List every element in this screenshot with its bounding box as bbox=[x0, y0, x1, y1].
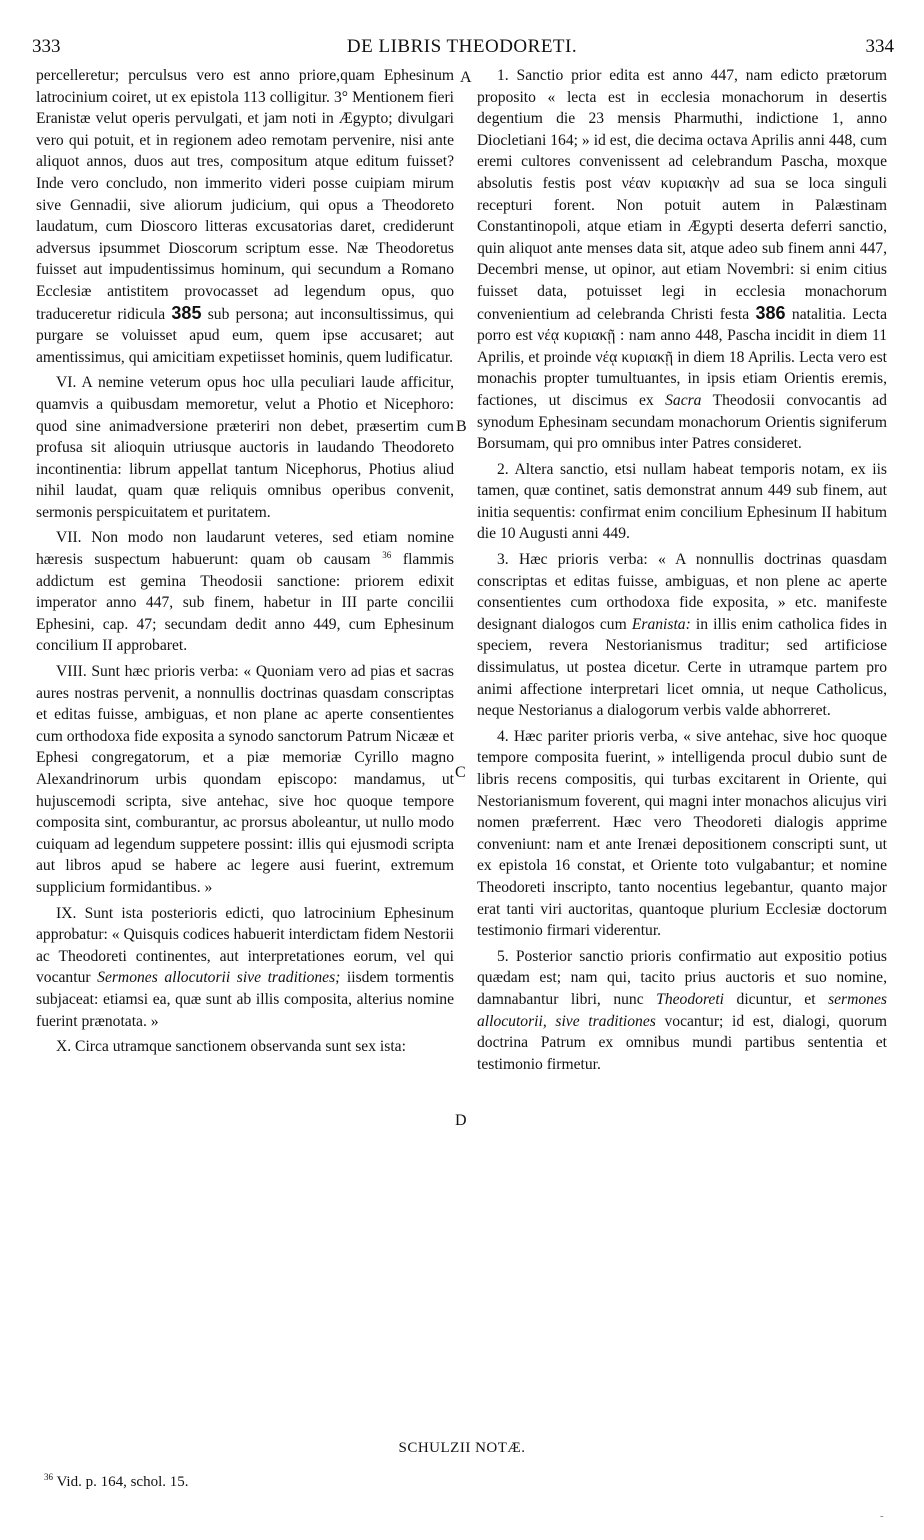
text-segment: ad sua se loca singuli recepturi forent. Non potuit autem in Palæstinam Constantinopoli, atque etiam in Ægypti deserta deferri sanctio, quin aliquot ante menses data sit, atque adeo sub finem anni 447, Decembri mense, ut opinor, aut etiam Novembri: si enim citius fuisset data, potuisset legi in ecclesia monachorum convenientium ad celebranda Christi festa bbox=[477, 174, 887, 323]
left-column bbox=[36, 65, 454, 1062]
footnote-ref-36[interactable]: 36 bbox=[382, 549, 392, 560]
margin-letter-b: B bbox=[456, 418, 467, 435]
right-paragraph-5 bbox=[477, 946, 887, 1076]
right-paragraph-2: 2. Altera sanctio, etsi nullam habeat temporis notam, ex iis tamen, quæ continet, satis demonstrat annum 449 sub finem, aut initia sequentis: confirmat enim concilium Ephesinum II habitum die 10 Augusti anni 449. bbox=[477, 460, 887, 543]
column-number-386: 386 bbox=[755, 302, 786, 323]
left-paragraph-x: X. Circa utramque sanctionem observanda sunt sex ista: bbox=[56, 1038, 406, 1056]
running-title: DE LIBRIS THEODORETI. bbox=[346, 36, 578, 57]
italic-term: Sacra bbox=[665, 391, 702, 409]
page-header bbox=[0, 36, 924, 62]
right-paragraph-1 bbox=[477, 65, 887, 455]
text-segment: in illis enim catholica fides in speciem, revera Nestorianismus traditur; sed artificiose dissimulatus, ut postea dicetur. Certe in utramque partem pro animi affectione interpretari licet omnia, ut neque Catholicus, neque Nestorianus a dialogorum verbis valde abhorreret. bbox=[477, 615, 888, 720]
greek-term: νέαν κυριακὴν bbox=[621, 174, 720, 192]
corner-mark: - bbox=[880, 1510, 884, 1522]
footnote-number: 36 bbox=[44, 1472, 53, 1482]
left-paragraph-1 bbox=[36, 65, 454, 368]
margin-letter-a: A bbox=[460, 69, 472, 86]
margin-letter-c: C bbox=[455, 764, 466, 781]
page-number-left: 333 bbox=[32, 36, 61, 57]
text-segment: percelleretur; perculsus vero est anno priore,quam Ephesinum latrocinium coiret, ut ex epistola 113 colligitur. 3° Mentionem fieri Eranistæ velut operis pervulgati, et jam noti in Ægypto; divulgari vero qui potuit, et in regionem adeo remotam pervenire, nisi ante aliquot annos, duos aut tres, compositum atque editum fuisset? Inde vero concludo, non immerito videri posse cuipiam mirum sive Gennadii, sive aliorum judicium, qui opus a Theodoreto laudatum, cum Dioscoro litteras excusatorias daret, crediderunt adversus ipsummet Dioscorum scriptum esse. Næ Theodoretus fuisset aut impudentissimus hominum, qui secundum a Romano Ecclesiæ antistitem provocasset ad legendum opus, quo traduceretur ridicula bbox=[36, 67, 454, 323]
text-segment: : nam anno 448, Pascha incidit in diem 11 Aprilis, et proinde bbox=[477, 327, 887, 366]
text-segment: flammis addictum est gemina Theodosii sanctione: priorem edixit imperator anno 447, sub finem, habetur in III parte concilii Ephesini, cap. 47; secundam dedit anno 449, cum Ephesinum concilium II approbaret. bbox=[36, 551, 454, 655]
text-segment: vocantur; id est, dialogi, quorum doctrina Patrum ex omnibus mundi partibus sententia et testimonio firmetur. bbox=[477, 1012, 887, 1073]
italic-term: Theodoreti bbox=[656, 990, 725, 1008]
text-segment: dicuntur, et bbox=[736, 990, 816, 1008]
left-paragraph-vi: VI. A nemine veterum opus hoc ulla peculiari laude afficitur, quamvis a quibusdam memoretur, velut a Photio et Nicephoro: quod sine animadversione præteriri non debet, præsertim cum profusa sit alioquin utriusque auctoris in laudando Theodoreto incontinentia: librum appellat tantum Nicephorus, Photius aliud nihil laudat, quam quæ reliquis omnibus operibus convenit, sermonis perspicuitatem et puritatem. bbox=[36, 374, 454, 521]
right-paragraph-4: 4. Hæc pariter prioris verba, « sive antehac, sive hoc quoque tempore composita fuerint, » intelligenda procul dubio sunt de libris recens compositis, qui turbas excitarent in Oriente, qui Nestorianismum foverent, qui magni inter monachos alicujus viri nomen præferrent. Hæc vero Theodoreti dialogis apprime conveniunt: nam et ante Irenæi depositionem conscripti sunt, ut ex epistola 16 constat, et Oriente toto vulgabantur; et nomine Theodoreti inscripto, tanto nocentius legebantur, quanto major erat tanti viri auctoritas, quantoque plurium Ecclesiæ doctorum testimonio firmari viderentur. bbox=[477, 727, 887, 940]
footnote-text: Vid. p. 164, schol. 15. bbox=[56, 1474, 189, 1490]
text-segment: sub persona; aut inconsultissimus, qui purgare se voluisset apud eum, quem ipse accusaret; aut amentissimus, qui amicitiam expetiisset hominis, quem ludificatur. bbox=[36, 305, 454, 366]
text-segment: VII. Non modo non laudarunt veteres, sed etiam nomine hæresis suspectum habuerunt: quam ob causam bbox=[36, 529, 454, 569]
italic-term: Eranista: bbox=[631, 615, 691, 633]
page-number-right: 334 bbox=[865, 36, 894, 57]
margin-letter-d: D bbox=[455, 1112, 467, 1129]
notes-heading: SCHULZII NOTÆ. bbox=[398, 1440, 526, 1456]
text-segment: IX. Sunt ista posterioris edicti, quo latrocinium Ephesinum approbatur: « Quisquis codices habuerit interdictam fidem Nestorii ac Theodoreti continentes, aut interpretationes eorum, vel qui vocantur bbox=[36, 904, 454, 987]
greek-term: νέᾳ κυριακῇ bbox=[595, 348, 674, 366]
italic-term: sermones allocutorii, sive traditiones bbox=[477, 990, 887, 1030]
greek-term: νέᾳ κυριακῇ bbox=[537, 327, 616, 345]
right-paragraph-3 bbox=[477, 549, 887, 722]
text-segment: 3. Hæc prioris verba: « A nonnullis doctrinas quasdam conscriptas et editas fuisse, ambiguas, et non plene ac aperte consentientes cum orthodoxa fide exposita, » etc. manifeste designant dialogos cum bbox=[477, 551, 887, 633]
text-segment: Theodosii convocantis ad synodum Ephesinam secundam monachorum Orientis signiferum Borsumam, qui pro omnibus inter Patres consideret. bbox=[477, 391, 887, 453]
left-paragraph-ix bbox=[36, 903, 454, 1033]
left-paragraph-vii bbox=[36, 527, 454, 657]
text-segment: iisdem tormentis subjaceat: etiamsi ea, quæ sunt ab illis composita, alterius nomine fuerint prænotata. » bbox=[36, 969, 454, 1030]
right-column bbox=[477, 65, 887, 1079]
left-paragraph-viii: VIII. Sunt hæc prioris verba: « Quoniam vero ad pias et sacras aures nostras pervenit, a nonnullis doctrinas quasdam conscriptas et editas fuisse, ambiguas, et non plane ac aperte consentientes cum orthodoxa fide exposita a synodo sanctorum Patrum Nicææ et Ephesi congregatorum, et a piæ memoriæ Cyrillo magno Alexandrinorum urbis quondam episcopo: mandamus, ut hujuscemodi scripta, sive antehac, sive hoc quoque tempore composita sint, comburantur, ac prorsus aboleantur, ut nullo modo cuiquam ad legendum suppetere possint: illis qui ejusmodi scripta aut libros apud se habere ac legere ausi fuerint, extremum supplicium formidantibus. » bbox=[36, 663, 454, 896]
footnote bbox=[44, 1474, 189, 1491]
italic-term: Sermones allocutorii sive traditiones; bbox=[97, 969, 341, 987]
text-segment: 5. Posterior sanctio prioris confirmatio aut expositio potius quædam est; nam qui, tacito prius auctoris et suo nomine, damnabantur libri, nunc bbox=[477, 947, 887, 1008]
text-segment: natalitia. Lecta porro est bbox=[477, 305, 887, 345]
text-segment: in diem 18 Aprilis. Lecta vero est monachis propter tumultuantes, in ipsis etiam Orientis eremis, factiones, ut discimus ex bbox=[477, 348, 887, 409]
text-segment: 1. Sanctio prior edita est anno 447, nam edicto prætorum proposito « lecta est in ecclesia monachorum in desertis degentium die 23 mensis Pharmuthi, indictione 1, anno Diocletiani 164; » id est, die decima octava Aprilis anni 448, cum eremi cultores convenissent ad celebrandum Pascha, moxque absolutis festis post bbox=[477, 67, 887, 192]
column-number-385: 385 bbox=[171, 302, 202, 323]
